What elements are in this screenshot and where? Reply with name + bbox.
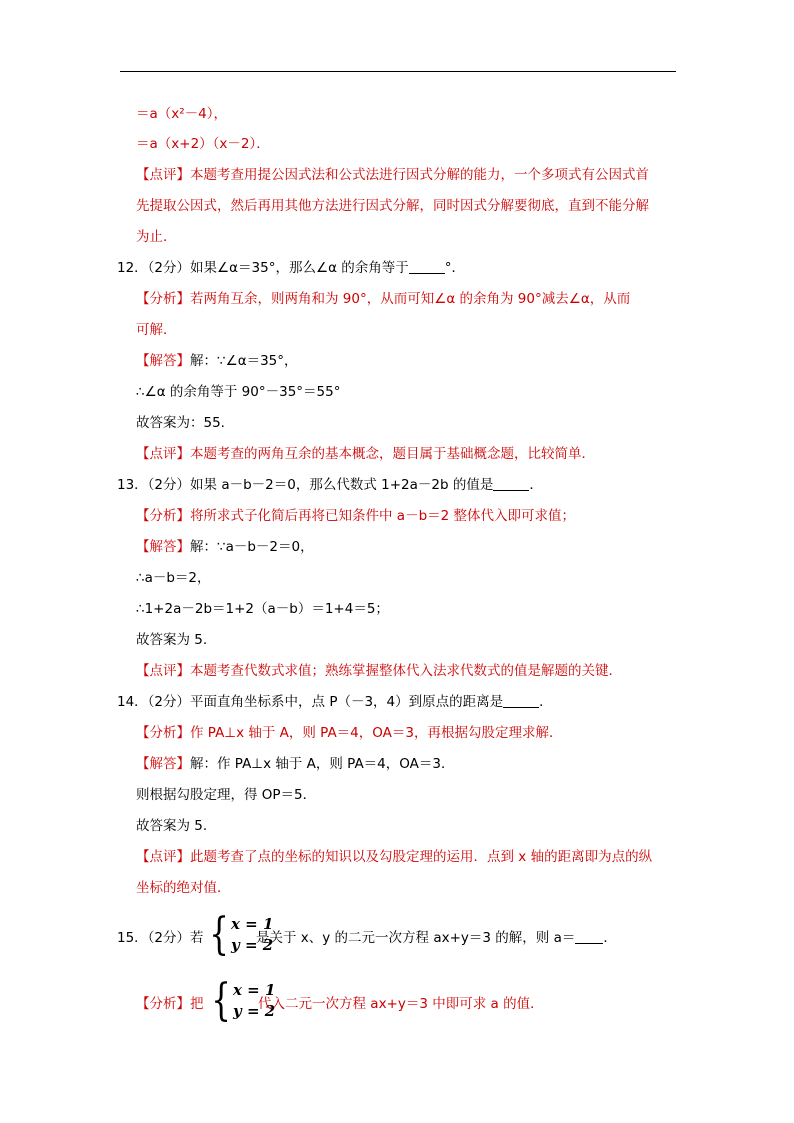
- answer-step: 则根据勾股定理，得 OP＝5．: [136, 787, 317, 803]
- solution-line: ＝a（x+2）（x－2）．: [136, 136, 270, 152]
- answer-step: ∴1+2a－2b＝1+2（a－b）＝1+4＝5；: [136, 601, 389, 617]
- equation-x: x = 1: [231, 915, 274, 933]
- equation-y: y = 2: [233, 1002, 276, 1020]
- answer-line: 【解答】解：作 PA⊥x 轴于 A，则 PA＝4，OA＝3．: [136, 756, 455, 772]
- comment-line: 【点评】本题考查的两角互余的基本概念，题目属于基础概念题，比较简单．: [136, 446, 595, 462]
- brace-icon: {: [209, 909, 229, 960]
- equation-y: y = 2: [231, 936, 274, 954]
- analysis-line: 代入二元一次方程 ax+y＝3 中即可求 a 的值．: [258, 996, 544, 1012]
- answer-final: 故答案为 5.: [136, 632, 208, 648]
- comment-line: 【点评】此题考查了点的坐标的知识以及勾股定理的运用．点到 x 轴的距离即为点的纵: [136, 849, 653, 865]
- analysis-line: 可解．: [136, 322, 177, 338]
- answer-final: 故答案为：55.: [136, 415, 225, 431]
- answer-step: ∴∠α 的余角等于 90°－35°＝55°: [136, 384, 341, 400]
- analysis-line: 【分析】将所求式子化简后再将已知条件中 a－b＝2 整体代入即可求值；: [136, 508, 576, 524]
- header-rule: [120, 71, 676, 72]
- answer-line: 【解答】解：∵a－b－2＝0，: [136, 539, 314, 555]
- comment-line: 为止．: [136, 229, 177, 245]
- question-12: 12．（2分）如果∠α＝35°，那么∠α 的余角等于 °．: [117, 260, 466, 276]
- analysis-line: 【分析】若两角互余，则两角和为 90°，从而可知∠α 的余角为 90°减去∠α，从而: [136, 291, 631, 307]
- comment-line: 【点评】本题考查代数式求值；熟练掌握整体代入法求代数式的值是解题的关键．: [136, 663, 622, 679]
- comment-line: 坐标的绝对值．: [136, 880, 231, 896]
- comment-line: 【点评】本题考查用提公因式法和公式法进行因式分解的能力，一个多项式有公因式首: [136, 167, 649, 183]
- answer-final: 故答案为 5.: [136, 818, 208, 834]
- question-15-prefix: 15．（2分）若: [117, 930, 204, 946]
- brace-icon: {: [211, 975, 231, 1026]
- question-14: 14．（2分）平面直角坐标系中，点 P（－3，4）到原点的距离是 ．: [117, 694, 553, 710]
- comment-line: 先提取公因式，然后再用其他方法进行因式分解，同时因式分解要彻底，直到不能分解: [136, 198, 649, 214]
- analysis-prefix: 【分析】把: [136, 996, 204, 1012]
- answer-step: ∴a－b＝2，: [136, 570, 211, 586]
- answer-line: 【解答】解：∵∠α＝35°，: [136, 353, 298, 369]
- question-13: 13．（2分）如果 a－b－2＝0，那么代数式 1+2a－2b 的值是 ．: [117, 477, 543, 493]
- analysis-line: 【分析】作 PA⊥x 轴于 A，则 PA＝4，OA＝3，再根据勾股定理求解．: [136, 725, 563, 741]
- question-15-text: 是关于 x、y 的二元一次方程 ax+y＝3 的解，则 a＝ ．: [256, 930, 617, 946]
- equation-x: x = 1: [233, 981, 276, 999]
- solution-line: ＝a（x²－4），: [136, 106, 228, 122]
